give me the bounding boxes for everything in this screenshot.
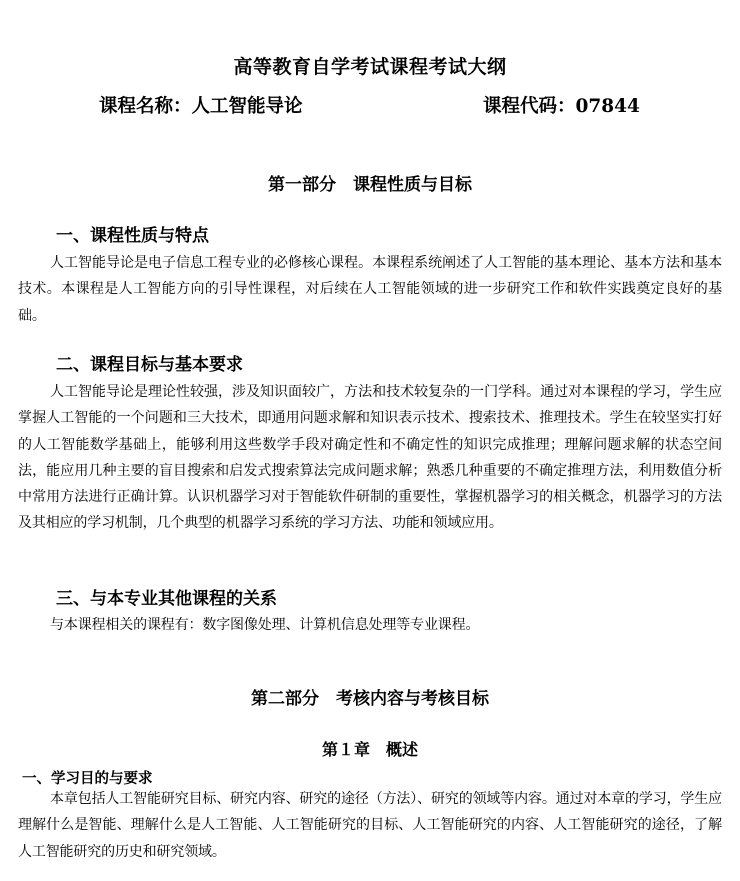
chapter1-subsection-heading: 一、学习目的与要求 (22, 771, 153, 787)
part2-heading: 第二部分 考核内容与考核目标 (251, 689, 489, 709)
course-code: 课程代码：07844 (483, 96, 640, 117)
document-title: 高等教育自学考试课程考试大纲 (233, 56, 507, 78)
section3-body: 与本课程相关的课程有：数字图像处理、计算机信息处理等专业课程。 (50, 617, 480, 633)
chapter1-heading: 第１章 概述 (321, 740, 418, 759)
section1-heading: 一、课程性质与特点 (56, 226, 209, 246)
section2-body: 人工智能导论是理论性较强，涉及知识面较广，方法和技术较复杂的一门学科。通过对本课程的学习，学生应掌握人工智能的一个问题和三大技术，即通用问题求解和知识表示技术、搜索技术、推理技术。学生在较坚实打好的人工智能数学基础上，能够利用这些数学手段对确定性和不确定性的知识完成推理；理解问题求解的状态空间法，能应用几种主要的盲目搜索和启发式搜索算法完成问题求解；熟悉几种重要的不确定推理方法，利用数值分析中常用方法进行正确计算。认识机器学习对于智能软件研制的重要性，掌握机器学习的相关概念，机器学习的方法及其相应的学习机制，几个典型的机器学习系统的学习方法、功能和领域应用。 (18, 384, 722, 532)
section2-heading: 二、课程目标与基本要求 (56, 355, 243, 375)
course-name: 课程名称：人工智能导论 (99, 96, 303, 117)
section3-heading: 三、与本专业其他课程的关系 (56, 589, 277, 609)
chapter1-subsection-body: 本章包括人工智能研究目标、研究内容、研究的途径（方法）、研究的领域等内容。通过对本章的学习，学生应理解什么是智能、理解什么是人工智能、人工智能研究的目标、人工智能研究的内容、人工智能研究的途径，了解人工智能研究的历史和研究领域。 (18, 791, 722, 860)
section1-body: 人工智能导论是电子信息工程专业的必修核心课程。本课程系统阐述了人工智能的基本理论、基本方法和基本技术。本课程是人工智能方向的引导性课程，对后续在人工智能领域的进一步研究工作和软件实践奠定良好的基础。 (18, 255, 722, 324)
part1-heading: 第一部分 课程性质与目标 (268, 175, 472, 195)
